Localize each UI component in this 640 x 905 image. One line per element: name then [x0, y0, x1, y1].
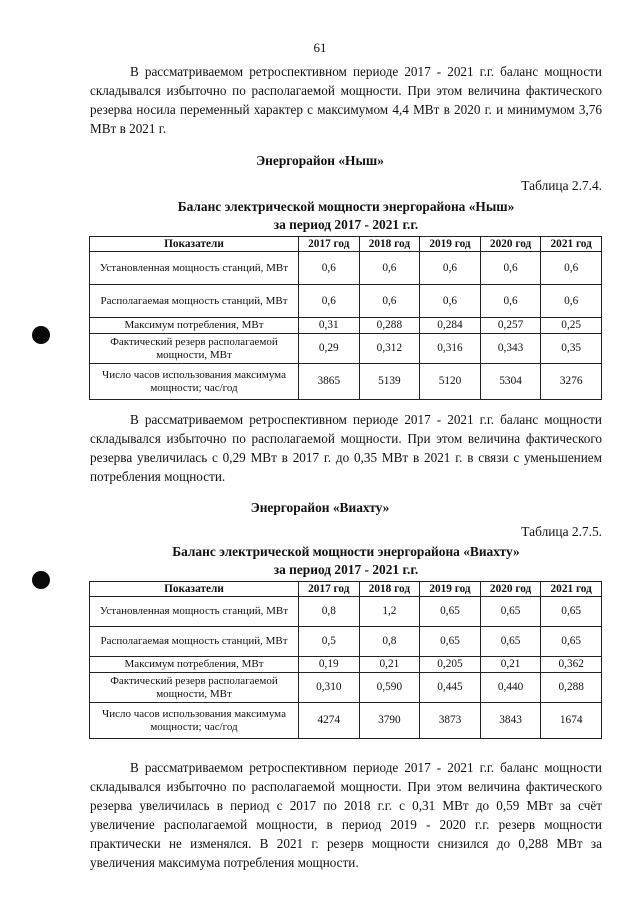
- row-label: Максимум потребления, МВт: [90, 657, 299, 673]
- table-cell: 0,6: [299, 285, 360, 318]
- column-header: 2020 год: [480, 582, 541, 597]
- table-cell: 0,312: [359, 334, 420, 364]
- table-cell: 0,6: [541, 285, 602, 318]
- caption-line: за период 2017 - 2021 г.г.: [273, 217, 419, 232]
- paragraph-viakhtu-summary: В рассматриваемом ретроспективном периоде 2017 - 2021 г.г. баланс мощности складывался избыточно по располагаемой мощности. При этом величина фактического резерва увеличилась в период с 2017 по 2018 г.г. с 0,31 МВт до 0,59 МВт за счёт увеличение располагаемой мощности, в период 2019 - 2020 г.г. резерв мощности практически не изменялся. В 2021 г. резерв мощности снизился до 0,288 МВт за увеличения максимума потребления мощности.: [90, 760, 602, 870]
- table-cell: 0,65: [420, 597, 481, 627]
- table-cell: 0,288: [359, 318, 420, 334]
- table-caption-viakhtu: [90, 543, 602, 579]
- column-header: 2017 год: [299, 237, 360, 252]
- caption-line: Баланс электрической мощности энергорайона «Ныш»: [177, 199, 515, 214]
- row-label: Установленная мощность станций, МВт: [90, 597, 299, 627]
- table-row: [90, 318, 602, 334]
- row-label: Располагаемая мощность станций, МВт: [90, 627, 299, 657]
- section-heading-viakhtu: Энергорайон «Виахту»: [250, 500, 390, 515]
- table-cell: 0,316: [420, 334, 481, 364]
- column-header: 2018 год: [359, 237, 420, 252]
- paragraph-nysh-summary: В рассматриваемом ретроспективном периоде 2017 - 2021 г.г. баланс мощности складывался избыточно по располагаемой мощности. При этом величина фактического резерва увеличилась с 0,29 МВт в 2017 г. до 0,35 МВт в 2021 г. в связи с уменьшением потребления мощности.: [90, 412, 602, 484]
- table-cell: 0,65: [480, 627, 541, 657]
- column-header: Показатели: [90, 237, 299, 252]
- table-cell: 0,35: [541, 334, 602, 364]
- page-number: 61: [313, 40, 327, 55]
- table-row: [90, 627, 602, 657]
- table-cell: 4274: [299, 703, 360, 739]
- table-cell: 3873: [420, 703, 481, 739]
- table-cell: 3790: [359, 703, 420, 739]
- table-cell: 5304: [480, 364, 541, 400]
- table-cell: 0,65: [541, 597, 602, 627]
- table-cell: 0,288: [541, 673, 602, 703]
- table-cell: 0,65: [420, 627, 481, 657]
- table-cell: 5139: [359, 364, 420, 400]
- table-cell: 0,205: [420, 657, 481, 673]
- table-cell: 0,6: [359, 252, 420, 285]
- power-balance-table-nysh: [89, 236, 602, 400]
- paragraph-intro: В рассматриваемом ретроспективном периоде 2017 - 2021 г.г. баланс мощности складывался избыточно по располагаемой мощности. При этом величина фактического резерва носила переменный характер с максимумом 4,4 МВт в 2020 г. и минимумом 3,76 МВт в 2021 г.: [90, 64, 602, 136]
- caption-line: Баланс электрической мощности энергорайона «Виахту»: [172, 544, 520, 559]
- caption-line: за период 2017 - 2021 г.г.: [273, 562, 419, 577]
- table-cell: 0,29: [299, 334, 360, 364]
- table-cell: 0,6: [359, 285, 420, 318]
- column-header: 2019 год: [420, 237, 481, 252]
- table-cell: 0,21: [359, 657, 420, 673]
- table-label-viakhtu: Таблица 2.7.5.: [521, 524, 602, 539]
- row-label: Располагаемая мощность станций, МВт: [90, 285, 299, 318]
- table-cell: 0,6: [299, 252, 360, 285]
- table-cell: 0,445: [420, 673, 481, 703]
- column-header: 2017 год: [299, 582, 360, 597]
- table-cell: 5120: [420, 364, 481, 400]
- table-row: [90, 597, 602, 627]
- row-label: Число часов использования максимума мощности; час/год: [90, 703, 299, 739]
- table-row: [90, 285, 602, 318]
- table-cell: 0,310: [299, 673, 360, 703]
- column-header: 2021 год: [541, 237, 602, 252]
- table-cell: 0,6: [420, 252, 481, 285]
- table-cell: 0,31: [299, 318, 360, 334]
- column-header: 2020 год: [480, 237, 541, 252]
- table-cell: 3276: [541, 364, 602, 400]
- table-header-row: [90, 582, 602, 597]
- row-label: Число часов использования максимума мощности; час/год: [90, 364, 299, 400]
- table-cell: 0,343: [480, 334, 541, 364]
- table-header-row: [90, 237, 602, 252]
- binder-punch-hole-bottom: [32, 571, 50, 589]
- table-row: [90, 252, 602, 285]
- table-cell: 0,590: [359, 673, 420, 703]
- table-row: [90, 657, 602, 673]
- table-cell: 0,284: [420, 318, 481, 334]
- table-cell: 0,8: [299, 597, 360, 627]
- power-balance-table-viakhtu: [89, 581, 602, 739]
- table-cell: 3843: [480, 703, 541, 739]
- table-cell: 0,362: [541, 657, 602, 673]
- table-cell: 0,65: [541, 627, 602, 657]
- table-cell: 0,6: [480, 285, 541, 318]
- column-header: Показатели: [90, 582, 299, 597]
- table-cell: 0,257: [480, 318, 541, 334]
- table-cell: 0,8: [359, 627, 420, 657]
- table-row: [90, 703, 602, 739]
- table-cell: 1674: [541, 703, 602, 739]
- row-label: Установленная мощность станций, МВт: [90, 252, 299, 285]
- table-cell: 0,6: [480, 252, 541, 285]
- row-label: Максимум потребления, МВт: [90, 318, 299, 334]
- table-cell: 0,440: [480, 673, 541, 703]
- row-label: Фактический резерв располагаемой мощности, МВт: [90, 334, 299, 364]
- column-header: 2018 год: [359, 582, 420, 597]
- table-label-nysh: Таблица 2.7.4.: [521, 178, 602, 193]
- column-header: 2021 год: [541, 582, 602, 597]
- table-row: [90, 673, 602, 703]
- table-cell: 0,6: [420, 285, 481, 318]
- table-cell: 3865: [299, 364, 360, 400]
- table-cell: 0,65: [480, 597, 541, 627]
- table-row: [90, 334, 602, 364]
- table-row: [90, 364, 602, 400]
- table-cell: 0,6: [541, 252, 602, 285]
- table-cell: 0,19: [299, 657, 360, 673]
- column-header: 2019 год: [420, 582, 481, 597]
- binder-punch-hole-top: [32, 326, 50, 344]
- table-cell: 0,25: [541, 318, 602, 334]
- section-heading-nysh: Энергорайон «Ныш»: [256, 153, 384, 168]
- table-cell: 0,5: [299, 627, 360, 657]
- table-cell: 0,21: [480, 657, 541, 673]
- row-label: Фактический резерв располагаемой мощности, МВт: [90, 673, 299, 703]
- table-caption-nysh: [90, 198, 602, 234]
- table-cell: 1,2: [359, 597, 420, 627]
